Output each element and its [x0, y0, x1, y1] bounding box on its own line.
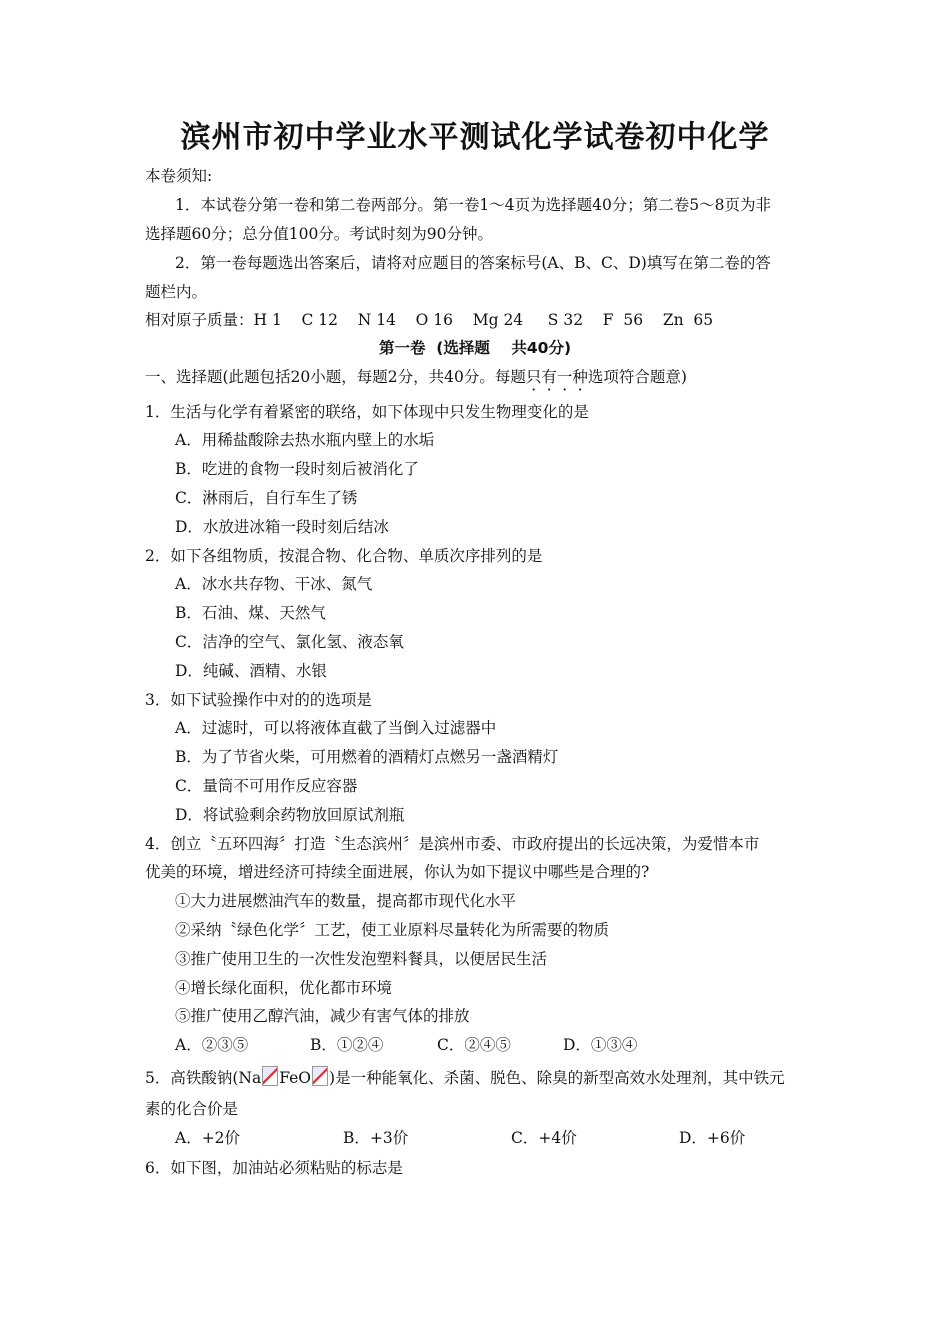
question-5-stem-cont: 素的化合价是 [145, 1100, 239, 1118]
question-4-option-c: C．②④⑤ [437, 1036, 511, 1054]
question-1-stem: 1．生活与化学有着紧密的联络，如下体现中只发生物理变化的是 [145, 403, 589, 421]
question-2-option-c: C．洁净的空气、氯化氢、液态氧 [175, 633, 404, 651]
question-3-stem: 3．如下试验操作中对的的选项是 [145, 691, 372, 709]
page-title: 滨州市初中学业水平测试化学试卷初中化学 [180, 120, 770, 155]
question-4-stem: 4．创立〝五环四海〞打造〝生态滨州〞是滨州市委、市政府提出的长远决策，为爱惜本市 [145, 835, 760, 853]
notice-item-1: 1．本试卷分第一卷和第二卷两部分。第一卷1～4页为选择题40分；第二卷5～8页为非 [175, 196, 772, 214]
section-title: 第一卷 (选择题 共40分) [378, 339, 572, 357]
question-4-item-3: ③推广使用卫生的一次性发泡塑料餐具，以便居民生活 [175, 950, 548, 968]
question-1-option-a: A．用稀盐酸除去热水瓶内壁上的水垢 [175, 431, 435, 449]
question-5-stem-part-3: )是一种能氧化、杀菌、脱色、除臭的新型高效水处理剂，其中铁元 [329, 1069, 785, 1087]
question-4-option-a: A．②③⑤ [175, 1036, 249, 1054]
question-3-option-b: B．为了节省火柴，可用燃着的酒精灯点燃另一盏酒精灯 [175, 748, 559, 766]
question-5-option-b: B．+3价 [343, 1129, 409, 1147]
question-2-stem: 2．如下各组物质，按混合物、化合物、单质次序排列的是 [145, 547, 543, 565]
formula-image-icon [262, 1066, 278, 1086]
question-4-item-5: ⑤推广使用乙醇汽油，减少有害气体的排放 [175, 1007, 470, 1025]
question-2-option-b: B．石油、煤、天然气 [175, 604, 326, 622]
question-5-option-a: A．+2价 [175, 1129, 241, 1147]
question-2-option-d: D．纯碱、酒精、水银 [175, 662, 327, 680]
question-5-option-c: C．+4价 [511, 1129, 577, 1147]
question-2-option-a: A．冰水共存物、干冰、氮气 [175, 575, 373, 593]
notice-heading: 本卷须知: [145, 167, 213, 185]
notice-item-1-cont: 选择题60分；总分值100分。考试时刻为90分钟。 [145, 225, 494, 243]
question-1-option-b: B．吃进的食物一段时刻后被消化了 [175, 460, 419, 478]
question-6-stem: 6．如下图，加油站必须粘贴的标志是 [145, 1159, 403, 1177]
question-4-item-2: ②采纳〝绿色化学〞工艺，使工业原料尽量转化为所需要的物质 [175, 921, 610, 939]
formula-image-icon [312, 1066, 328, 1086]
part-instructions [145, 367, 687, 387]
part-instructions-text-b: 选项符合题意) [587, 368, 687, 386]
emphasis-char: 种 [572, 368, 588, 386]
emphasis-char: 有 [541, 368, 557, 386]
question-3-option-c: C．量筒不可用作反应容器 [175, 777, 358, 795]
question-4-item-1: ①大力进展燃油汽车的数量，提高都市现代化水平 [175, 892, 517, 910]
question-4-option-d: D．①③④ [563, 1036, 638, 1054]
emphasis-char: 一 [556, 368, 573, 386]
atomic-mass-line: 相对原子质量：H 1 C 12 N 14 O 16 Mg 24 S 32 F 56 Zn 65 [145, 311, 714, 329]
question-3-option-d: D．将试验剩余药物放回原试剂瓶 [175, 806, 405, 824]
question-4-item-4: ④增长绿化面积，优化都市环境 [175, 979, 393, 997]
question-4-stem-cont: 优美的环境，增进经济可持续全面进展，你认为如下提议中哪些是合理的? [145, 863, 650, 881]
question-5-stem [145, 1066, 785, 1088]
question-5-stem-part-1: 5．高铁酸钠(Na [145, 1069, 262, 1087]
question-3-option-a: A．过滤时，可以将液体直截了当倒入过滤器中 [175, 719, 497, 737]
question-1-option-c: C．淋雨后，自行车生了锈 [175, 489, 358, 507]
question-1-option-d: D．水放进冰箱一段时刻后结冰 [175, 518, 389, 536]
question-5-stem-part-2: FeO [279, 1069, 312, 1087]
part-instructions-text-a: 一、选择题(此题包括20小题，每题2分，共40分。每题 [145, 368, 526, 386]
question-5-option-d: D．+6价 [679, 1129, 746, 1147]
notice-item-2-cont: 题栏内。 [145, 283, 208, 301]
emphasis-char: 只 [525, 368, 542, 386]
notice-item-2: 2．第一卷每题选出答案后，请将对应题目的答案标号(A、B、C、D)填写在第二卷的答 [175, 254, 771, 272]
question-4-option-b: B．①②④ [310, 1036, 384, 1054]
